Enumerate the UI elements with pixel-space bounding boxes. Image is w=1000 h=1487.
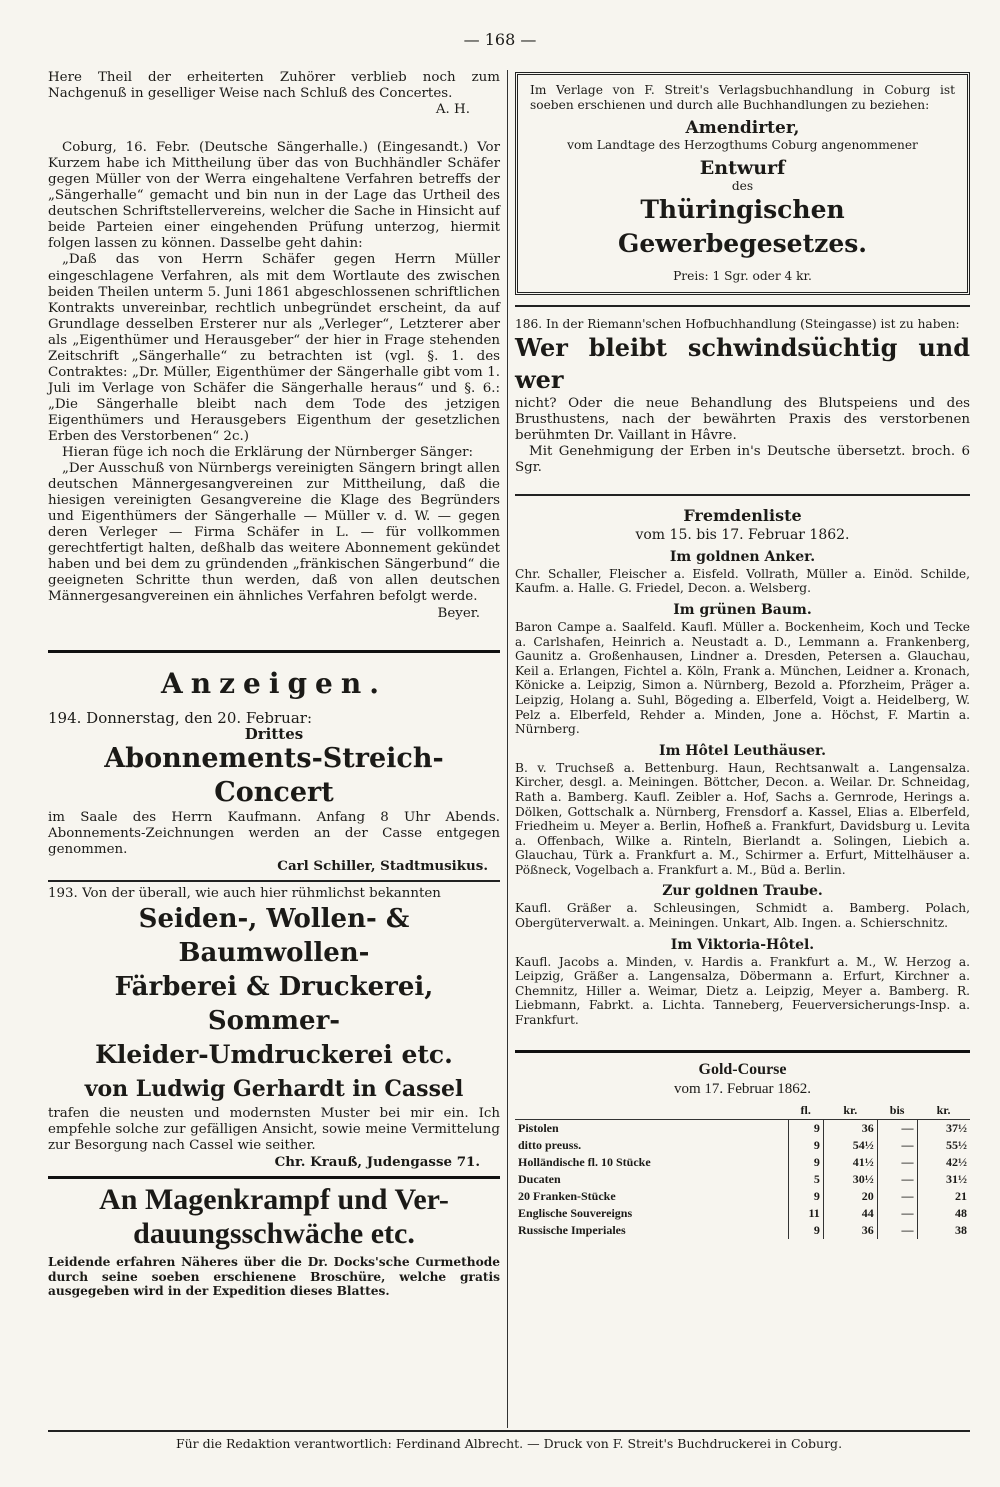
coin-rate: 31½ <box>917 1171 970 1188</box>
hotel-traube-heading: Zur goldnen Traube. <box>662 883 823 900</box>
coin-rate: 48 <box>917 1205 970 1222</box>
verlag-amendirter: Amendirter, <box>685 118 800 139</box>
ad-193-title-1: Seiden-, Wollen- & Baumwollen- <box>138 903 410 968</box>
coburg-article-declaration: „Der Ausschuß von Nürnbergs vereinigten Sängern bringt allen deutschen Männergesangvereinen zur Mittheilung, daß die hiesigen vereinigten Gesangvereine die Klage des Begründers und Eigenthümers der Sängerhalle — Müller v. d. W. — gegen deren Verleger — Firma Schäfer in L. — für vollkommen gerechtfertigt halten, deßhalb das weitere Abonnement gekündet haben und bei dem zu gründenden „fränkischen Sängerbund“ die geeigneten Schritte thun werden, daß von allen deutschen Männergesangvereinen ein ähnliches Verfahren befolgt werde. <box>48 461 500 605</box>
verlag-entwurf: Entwurf <box>699 156 786 179</box>
ad-193-signature: Chr. Krauß, Judengasse 71. <box>274 1154 480 1171</box>
coin-rate: 41½ <box>823 1154 877 1171</box>
coin-rate: 20 <box>823 1188 877 1205</box>
coin-name: Englische Souvereigns <box>518 1205 633 1220</box>
gold-course-row <box>515 1171 970 1188</box>
gold-course-row <box>515 1119 970 1137</box>
coin-rate: 38 <box>917 1222 970 1239</box>
coin-rate: 9 <box>788 1137 823 1154</box>
concert-report-end: Here Theil der erheiterten Zuhörer verblieb noch zum Nachgenuß in geselliger Weise nach Schluß des Concertes. <box>48 70 500 102</box>
ad-193-title-2: Färberei & Druckerei, Sommer- <box>114 971 434 1036</box>
verlag-box <box>515 72 970 295</box>
gold-course-header-cell: kr. <box>917 1102 970 1120</box>
ad-194-text: im Saale des Herrn Kaufmann. Anfang 8 Uhr Abends. Abonnements-Zeichnungen werden an der Casse entgegen genommen. <box>48 809 500 857</box>
coin-rate: 9 <box>788 1222 823 1239</box>
coin-rate: 21 <box>917 1188 970 1205</box>
ad-rule <box>48 880 500 882</box>
coburg-article-signature: Beyer. <box>437 605 480 621</box>
verlag-subtitle: vom Landtage des Herzogthums Coburg angenommener <box>567 138 918 153</box>
coin-name: Ducaten <box>518 1171 561 1186</box>
right-column <box>515 70 970 1239</box>
ad-193-intro: 193. Von der überall, wie auch hier rühmlichst bekannten <box>48 885 441 901</box>
ad-186-intro: 186. In der Riemann'schen Hofbuchhandlung (Steingasse) ist zu haben: <box>515 316 960 331</box>
hotel-viktoria-heading: Im Viktoria-Hôtel. <box>670 936 815 953</box>
right-rule-2 <box>515 494 970 496</box>
page-number: — 168 — <box>463 30 537 49</box>
section-rule <box>48 650 500 653</box>
hotel-viktoria-guests: Kaufl. Jacobs a. Minden, v. Hardis a. Frankfurt a. M., W. Herzog a. Leipzig, Gräßer a. Langensalza, Döbermann a. Erfurt, Kirchner a. Chemnitz, Hiller a. Weimar, Dietz a. Leipzig, Meyer a. Bamberg. R. Liebmann, Fabrkt. a. Lichta. Tanneberg, Feuerversicherungs-Insp. a. Frankfurt. <box>515 954 970 1028</box>
hotel-anker-heading: Im goldnen Anker. <box>669 548 816 565</box>
coin-rate: 9 <box>788 1119 823 1137</box>
gold-course-row <box>515 1205 970 1222</box>
gold-course-title: Gold-Course <box>698 1060 787 1078</box>
ad-193-title-3: Kleider-Umdruckerei etc. <box>95 1039 453 1069</box>
coin-rate: 9 <box>788 1154 823 1171</box>
ad-rule-2 <box>48 1176 500 1179</box>
magenkrampf-title-1: An Magenkrampf und Ver- <box>99 1183 449 1217</box>
coin-name: 20 Franken-Stücke <box>518 1188 616 1203</box>
gold-course-header-cell <box>515 1102 788 1120</box>
coin-rate: — <box>877 1119 917 1137</box>
gold-course-header-row <box>515 1102 970 1120</box>
imprint-footer: Für die Redaktion verantwortlich: Ferdinand Albrecht. — Druck von F. Streit's Buchdruckerei in Coburg. <box>48 1430 970 1451</box>
coin-rate: — <box>877 1154 917 1171</box>
coin-rate: 36 <box>823 1119 877 1137</box>
right-rule-3 <box>515 1050 970 1053</box>
verlag-title: Thüringischen Gewerbegesetzes. <box>617 195 868 259</box>
gold-course-rows <box>515 1119 970 1239</box>
coin-rate: — <box>877 1188 917 1205</box>
coin-rate: 11 <box>788 1205 823 1222</box>
verlag-price: Preis: 1 Sgr. oder 4 kr. <box>673 269 812 284</box>
magenkrampf-title-2: dauungsschwäche etc. <box>133 1217 415 1251</box>
coin-rate: 9 <box>788 1188 823 1205</box>
coin-rate: 42½ <box>917 1154 970 1171</box>
fremdenliste-dates: vom 15. bis 17. Februar 1862. <box>635 526 850 543</box>
coin-rate: — <box>877 1171 917 1188</box>
hotel-baum-heading: Im grünen Baum. <box>673 601 812 618</box>
ad-194-title: Abonnements-Streich-Concert <box>104 742 444 808</box>
gold-course-row <box>515 1154 970 1171</box>
coin-rate: 36 <box>823 1222 877 1239</box>
gold-course-date: vom 17. Februar 1862. <box>673 1080 812 1097</box>
hotel-leuthaeuser-guests: B. v. Truchseß a. Bettenburg. Haun, Rechtsanwalt a. Langensalza. Kircher, desgl. a. Meiningen. Böttcher, Decon. a. Weilar. Dr. Schneidag, Rath a. Bamberg. Kaufl. Zeibler a. Hof, Sachs a. Gernrode, Herings a. Dölken, Gottschalk a. Nürnberg, Frensdorf a. Kassel, Elias a. Elberfeld, Friedheim u. Meyer a. Berlin, Hofheß a. Frankfurt, Davidsburg u. Levita a. Offenbach, Wilke a. Rinteln, Bierlandt a. Solingen, Liebich a. Glauchau, Türk a. Frankfurt a. M., Schirmer a. Erfurt, Mittelhäuser a. Pößneck, Vogelbach a. Frankfurt a. M., Büd a. Berlin. <box>515 760 970 877</box>
coin-rate: 37½ <box>917 1119 970 1137</box>
gold-course-row <box>515 1188 970 1205</box>
coburg-article-verdict: „Daß das von Herrn Schäfer gegen Herrn Müller eingeschlagene Verfahren, als mit dem Wortlaute des zwischen beiden Theilen unterm 5. Juni 1861 abgeschlossenen schriftlichen Kontrakts unvereinbar, rechtlich unbegründet erscheint, da auf Grundlage desselben Ersterer nur als „Verleger“, Letzterer aber als „Eigenthümer und Herausgeber“ der hier in Frage stehenden Zeitschrift „Sängerhalle“ zu betrachten ist (vgl. §. 1. des Contraktes: „Dr. Müller, Eigenthümer der Sängerhalle gibt vom 1. Juli im Verlage von Schäfer die Sängerhalle heraus“ und §. 6.: „Die Sängerhalle bleibt nach dem Tode des jetzigen Eigenthümers und Herausgebers Eigenthum der gesetzlichen Erben des Verstorbenen“ 2c.) <box>48 252 500 444</box>
ad-186-title: Wer bleibt schwindsüchtig und wer <box>515 332 970 394</box>
ad-193-text: trafen die neusten und modernsten Muster bei mir ein. Ich empfehle solche zur gefälligen Ansicht, sowie meine Vermittelung zur Besorgung nach Cassel wie seither. <box>48 1105 500 1153</box>
ad-193-title-4: von Ludwig Gerhardt in Cassel <box>84 1075 464 1102</box>
concert-report-signature: A. H. <box>435 102 470 118</box>
coin-rate: — <box>877 1222 917 1239</box>
anzeigen-heading: Anzeigen. <box>161 666 387 700</box>
ad-186-text: nicht? Oder die neue Behandlung des Blutspeiens und des Brusthustens, nach der bewährten Praxis des verstorbenen berühmten Dr. Vaillant in Hâvre. <box>515 395 970 443</box>
coin-rate: — <box>877 1137 917 1154</box>
left-column <box>48 70 500 1299</box>
coin-rate: 55½ <box>917 1137 970 1154</box>
coin-name: Russische Imperiales <box>518 1222 626 1237</box>
hotel-leuthaeuser-heading: Im Hôtel Leuthäuser. <box>659 742 826 759</box>
coin-name: ditto preuss. <box>518 1137 582 1152</box>
magenkrampf-text: Leidende erfahren Näheres über die Dr. Docks'sche Curmethode durch seine soeben erschienene Broschüre, welche gratis ausgegeben wird in der Expedition dieses Blattes. <box>48 1255 500 1299</box>
coin-rate: 30½ <box>823 1171 877 1188</box>
gold-course-row <box>515 1222 970 1239</box>
right-rule-1 <box>515 305 970 307</box>
ad-194-drittes: Drittes <box>244 724 304 743</box>
ad-194-signature: Carl Schiller, Stadtmusikus. <box>277 857 488 874</box>
hotel-traube-guests: Kaufl. Gräßer a. Schleusingen, Schmidt a. Bamberg. Polach, Obergüterverwalt. a. Meiningen. Unkart, Alb. Ingen. a. Schierschnitz. <box>515 901 970 931</box>
ad-186-text-2: Mit Genehmigung der Erben in's Deutsche übersetzt. broch. 6 Sgr. <box>515 443 970 475</box>
gold-course-row <box>515 1137 970 1154</box>
verlag-intro: Im Verlage von F. Streit's Verlagsbuchhandlung in Coburg ist soeben erschienen und durch alle Buchhandlungen zu beziehen: <box>530 83 955 112</box>
coburg-article-transition: Hieran füge ich noch die Erklärung der Nürnberger Sänger: <box>62 445 474 461</box>
coin-name: Pistolen <box>518 1120 559 1135</box>
coin-rate: 44 <box>823 1205 877 1222</box>
fremdenliste-title: Fremdenliste <box>683 505 802 525</box>
coin-rate: 5 <box>788 1171 823 1188</box>
coin-name: Holländische fl. 10 Stücke <box>518 1154 651 1169</box>
hotel-baum-guests: Baron Campe a. Saalfeld. Kaufl. Müller a. Bockenheim, Koch und Tecke a. Carlshafen, Heinrich a. Neustadt a. D., Lemmann a. Frankenberg, Gaunitz a. Großenhausen, Lindner a. Dresden, Petersen a. Glauchau, Keil a. Erlangen, Fichtel a. Köln, Frank a. München, Leidner a. Kronach, Könicke a. Leipzig, Simon a. Nürnberg, Bezold a. Pforzheim, Präger a. Leipzig, Holang a. Suhl, Bögeding a. Elberfeld, Voigt a. Heidelberg, W. Pelz a. Elberfeld, Rehder a. Minden, Jone a. Höchst, F. Martin a. Nürnberg. <box>515 619 970 737</box>
gold-course-table <box>515 1102 970 1239</box>
hotel-anker-guests: Chr. Schaller, Fleischer a. Eisfeld. Vollrath, Müller a. Einöd. Schilde, Kaufm. a. Halle. G. Friedel, Decon. a. Welsberg. <box>515 566 970 596</box>
gold-course-header-cell: fl. <box>788 1102 823 1120</box>
column-divider <box>507 70 508 1428</box>
gold-course-header-cell: bis <box>877 1102 917 1120</box>
ad-194-date: 194. Donnerstag, den 20. Februar: <box>48 708 312 727</box>
verlag-des: des <box>731 178 754 193</box>
coin-rate: — <box>877 1205 917 1222</box>
coin-rate: 54½ <box>823 1137 877 1154</box>
gold-course-header-cell: kr. <box>823 1102 877 1120</box>
coburg-article-intro: Coburg, 16. Febr. (Deutsche Sängerhalle.) (Eingesandt.) Vor Kurzem habe ich Mittheilung über das von Buchhändler Schäfer gegen Müller von der Werra eingehaltene Verfahren betreffs der „Sängerhalle“ gemacht und bin nun in der Lage das Urtheil des deutschen Schriftstellervereins, welcher die Sache in Hinsicht auf beide Parteien einer eingehenden Prüfung unterzog, hiermit folgen lassen zu können. Dasselbe geht dahin: <box>48 140 500 252</box>
